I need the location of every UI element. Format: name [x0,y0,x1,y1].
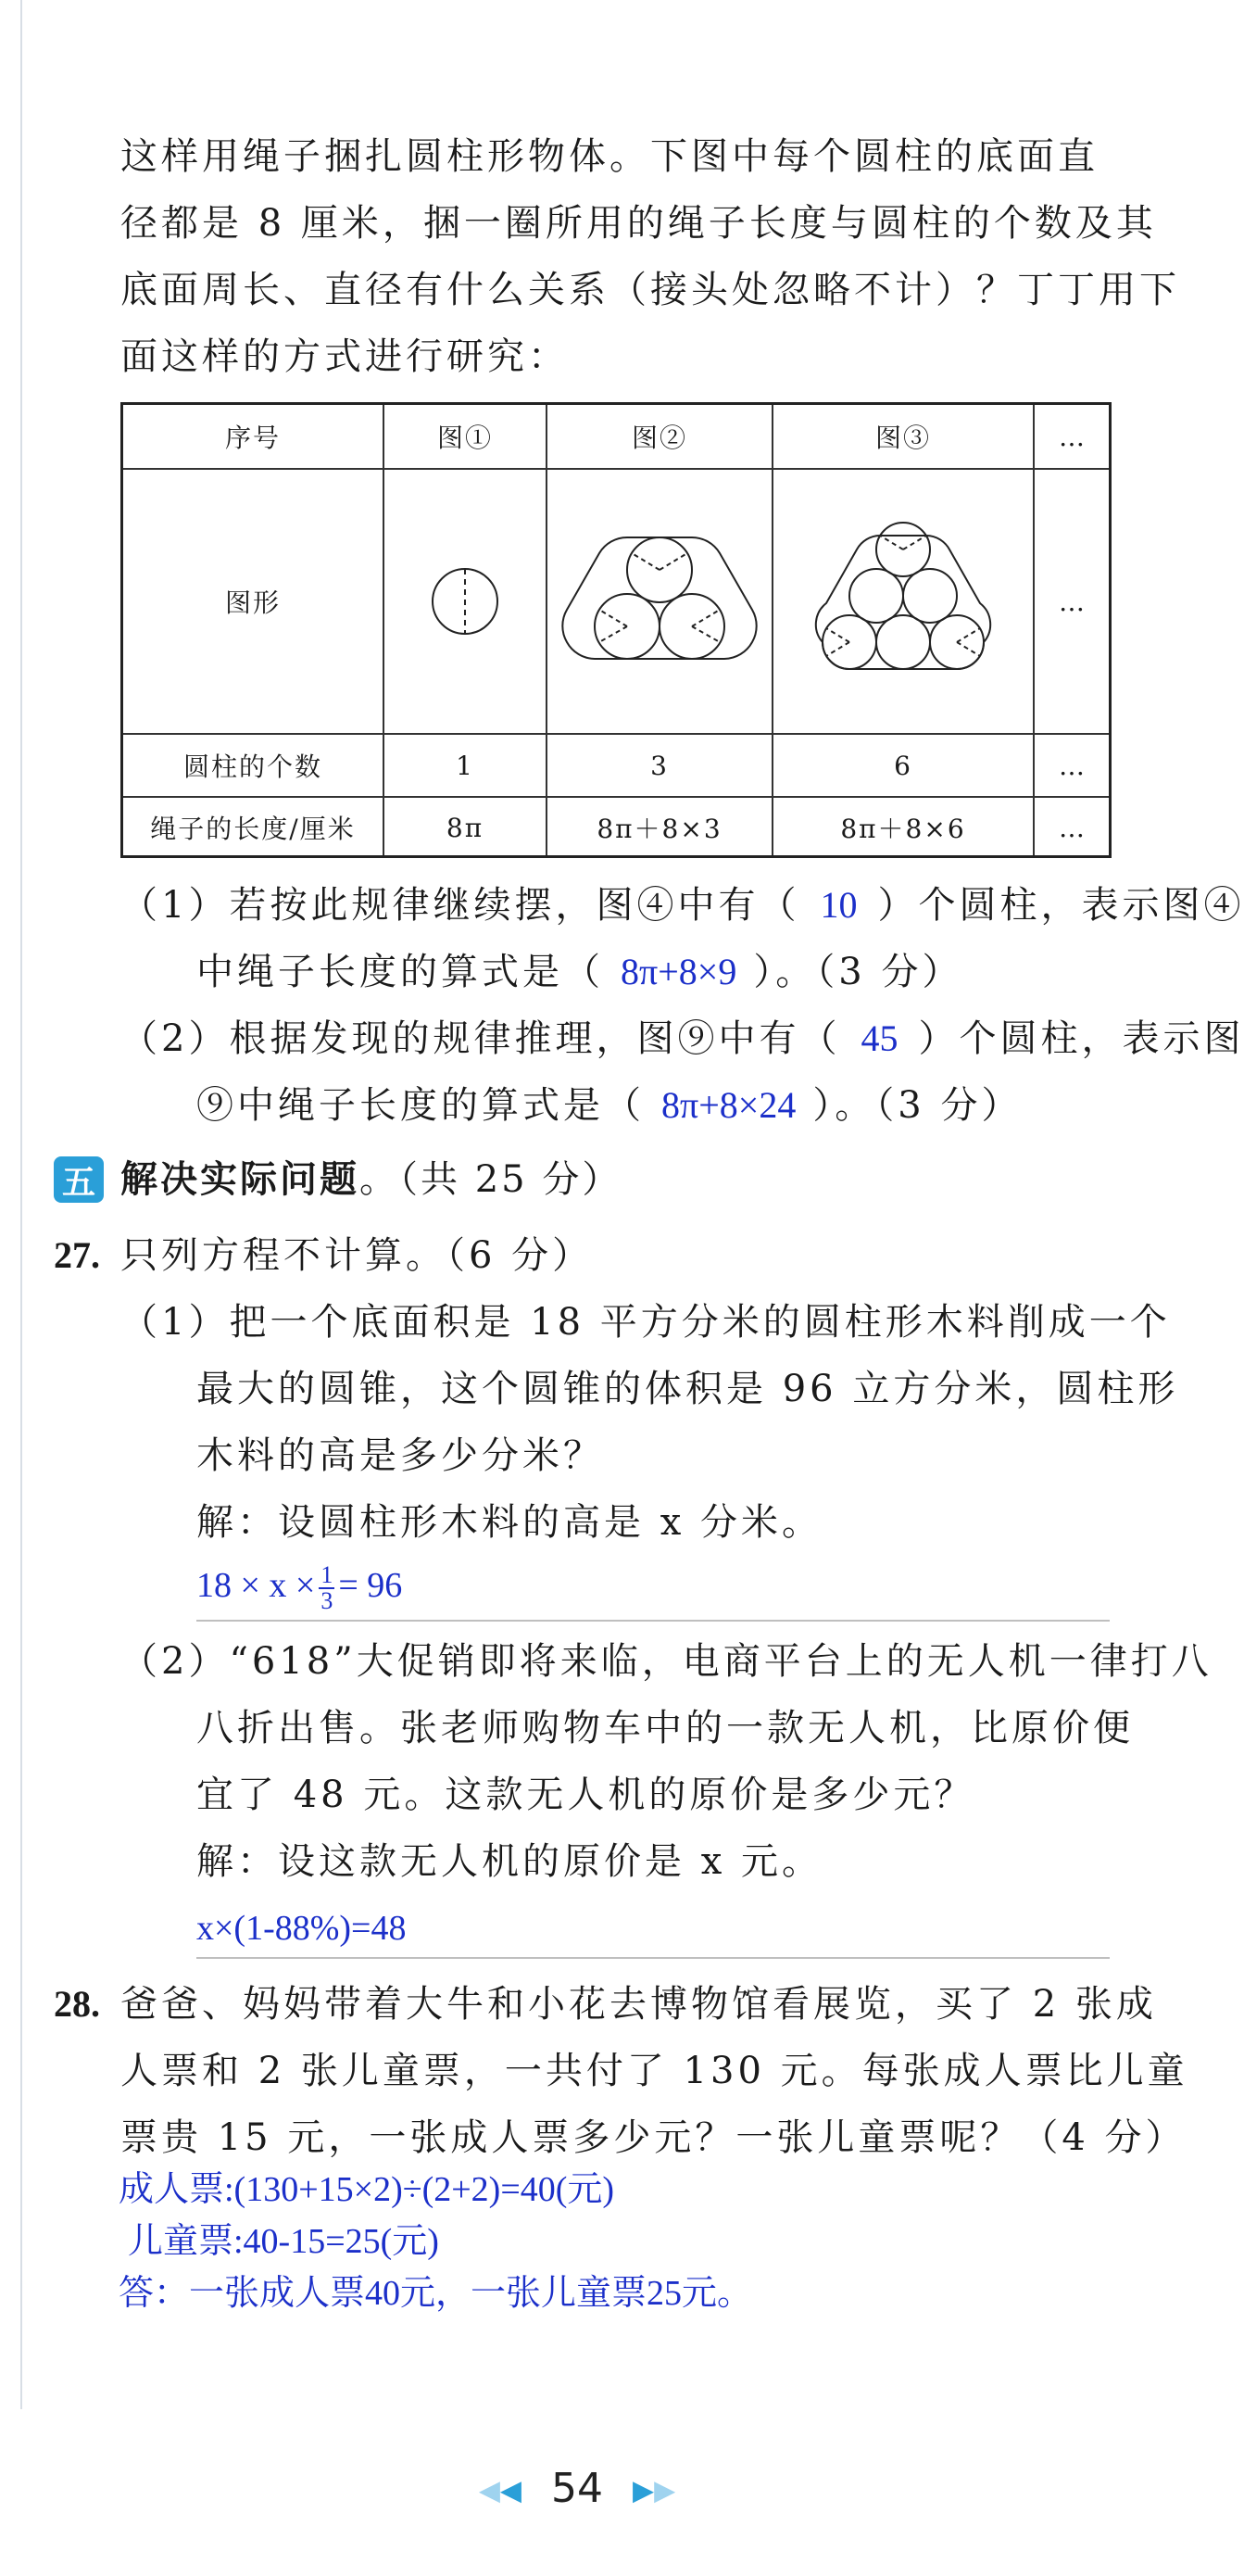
table-length-more: … [1059,812,1087,843]
q1-line-1: （1）若按此规律继续摆，图④中有（ 10 ）个圆柱，表示图④ [120,884,1244,927]
figure-3-diagram [773,470,1033,733]
q2-line-2: ⑨中绳子长度的算式是（ 8π+8×24 ）。（3 分） [196,1084,1023,1127]
q28-answer-adult: 成人票:(130+15×2)÷(2+2)=40(元) [119,2170,615,2209]
q1-line-2: 中绳子长度的算式是（ 8π+8×9 ）。（3 分） [196,951,963,993]
intro-line-4: 面这样的方式进行研究： [120,335,569,378]
q2-answer-count: 45 [861,1017,898,1059]
table-length-fig3: 8π＋8×6 [840,814,966,844]
q28-line-3: 票贵 15 元，一张成人票多少元？一张儿童票呢？（4 分） [120,2116,1187,2159]
table-shape-more: … [1059,586,1087,617]
table-header-fig2: 图② [631,423,687,453]
prev-page-light-arrow-icon[interactable]: ◀ [478,2474,500,2507]
q27-p1-answer: 18 × x × $\frac{1}{3}$ = 96 [196,1561,403,1615]
table-row-length-label: 绳子的长度/厘米 [150,814,356,844]
q2-answer-formula: 8π+8×24 [661,1084,797,1126]
table-length-fig2: 8π＋8×3 [597,814,723,844]
table-header-fig1: 图① [436,423,493,453]
page-footer [0,2465,1154,2512]
q27-p2-solve: 解：设这款无人机的原价是 x 元。 [196,1840,823,1883]
q27-p2-line-2: 八折出售。张老师购物车中的一款无人机，比原价便 [196,1707,1134,1749]
q27-p1-solve: 解：设圆柱形木料的高是 x 分米。 [196,1501,823,1544]
figure-1-diagram [384,470,546,733]
q27-p1-line-3: 木料的高是多少分米？ [196,1434,604,1477]
table-header-fig3: 图③ [874,423,931,453]
section-five-badge: 五 [54,1156,104,1203]
q27-p1-line-1: （1）把一个底面积是 18 平方分米的圆柱形木料削成一个 [120,1301,1171,1344]
table-header-index: 序号 [224,423,281,453]
q28-answer-child: 儿童票:40-15=25(元) [128,2222,439,2261]
q27-p2-line-3: 宜了 48 元。这款无人机的原价是多少元？ [196,1774,975,1816]
section-five-title: 解决实际问题。（共 25 分） [120,1158,622,1201]
q27-p2-answer: x×(1-88%)=48 [196,1909,407,1948]
pattern-table [120,402,1112,858]
figure-2-diagram [547,470,772,733]
q27-p2-line-1: （2）“618”大促销即将来临，电商平台上的无人机一律打八 [120,1640,1213,1683]
next-page-light-arrow-icon[interactable]: ▶ [654,2474,676,2507]
intro-line-2: 径都是 8 厘米，捆一圈所用的绳子长度与圆柱的个数及其 [120,202,1157,245]
answer-underline-2 [196,1957,1110,1959]
answer-underline-1 [196,1620,1110,1622]
table-row-count-label: 圆柱的个数 [182,751,322,782]
fraction-one-third: $\frac{1}{3}$ [320,1561,333,1615]
q1-answer-formula: 8π+8×9 [621,951,737,992]
table-count-more: … [1059,750,1087,781]
q27-number: 27. [54,1234,100,1276]
table-header-more: … [1059,421,1087,452]
q2-line-1: （2）根据发现的规律推理，图⑨中有（ 45 ）个圆柱，表示图 [120,1017,1244,1060]
table-row-shape-label: 图形 [224,587,281,618]
q28-number: 28. [54,1983,100,2025]
table-count-fig1: 1 [456,750,474,781]
intro-line-3: 底面周长、直径有什么关系（接头处忽略不计）？丁丁用下 [120,269,1180,311]
table-length-fig1: 8π [446,812,484,843]
page-margin-rule [20,0,22,2409]
table-count-fig2: 3 [650,750,669,781]
next-page-arrow-icon[interactable]: ▶ [633,2474,655,2507]
table-count-fig3: 6 [894,750,912,781]
prev-page-arrow-icon[interactable]: ◀ [499,2474,521,2507]
q28-line-2: 人票和 2 张儿童票，一共付了 130 元。每张成人票比儿童 [120,2050,1188,2092]
q27-p1-line-2: 最大的圆锥，这个圆锥的体积是 96 立方分米，圆柱形 [196,1368,1179,1410]
q27-title: 只列方程不计算。（6 分） [120,1234,594,1277]
q28-line-1: 爸爸、妈妈带着大牛和小花去博物馆看展览，买了 2 张成 [120,1983,1157,2026]
page-number: 54 [551,2465,603,2512]
intro-line-1: 这样用绳子捆扎圆柱形物体。下图中每个圆柱的底面直 [120,135,1099,178]
q28-answer-conclusion: 答：一张成人票40元，一张儿童票25元。 [119,2274,753,2313]
q1-answer-count: 10 [820,884,858,926]
